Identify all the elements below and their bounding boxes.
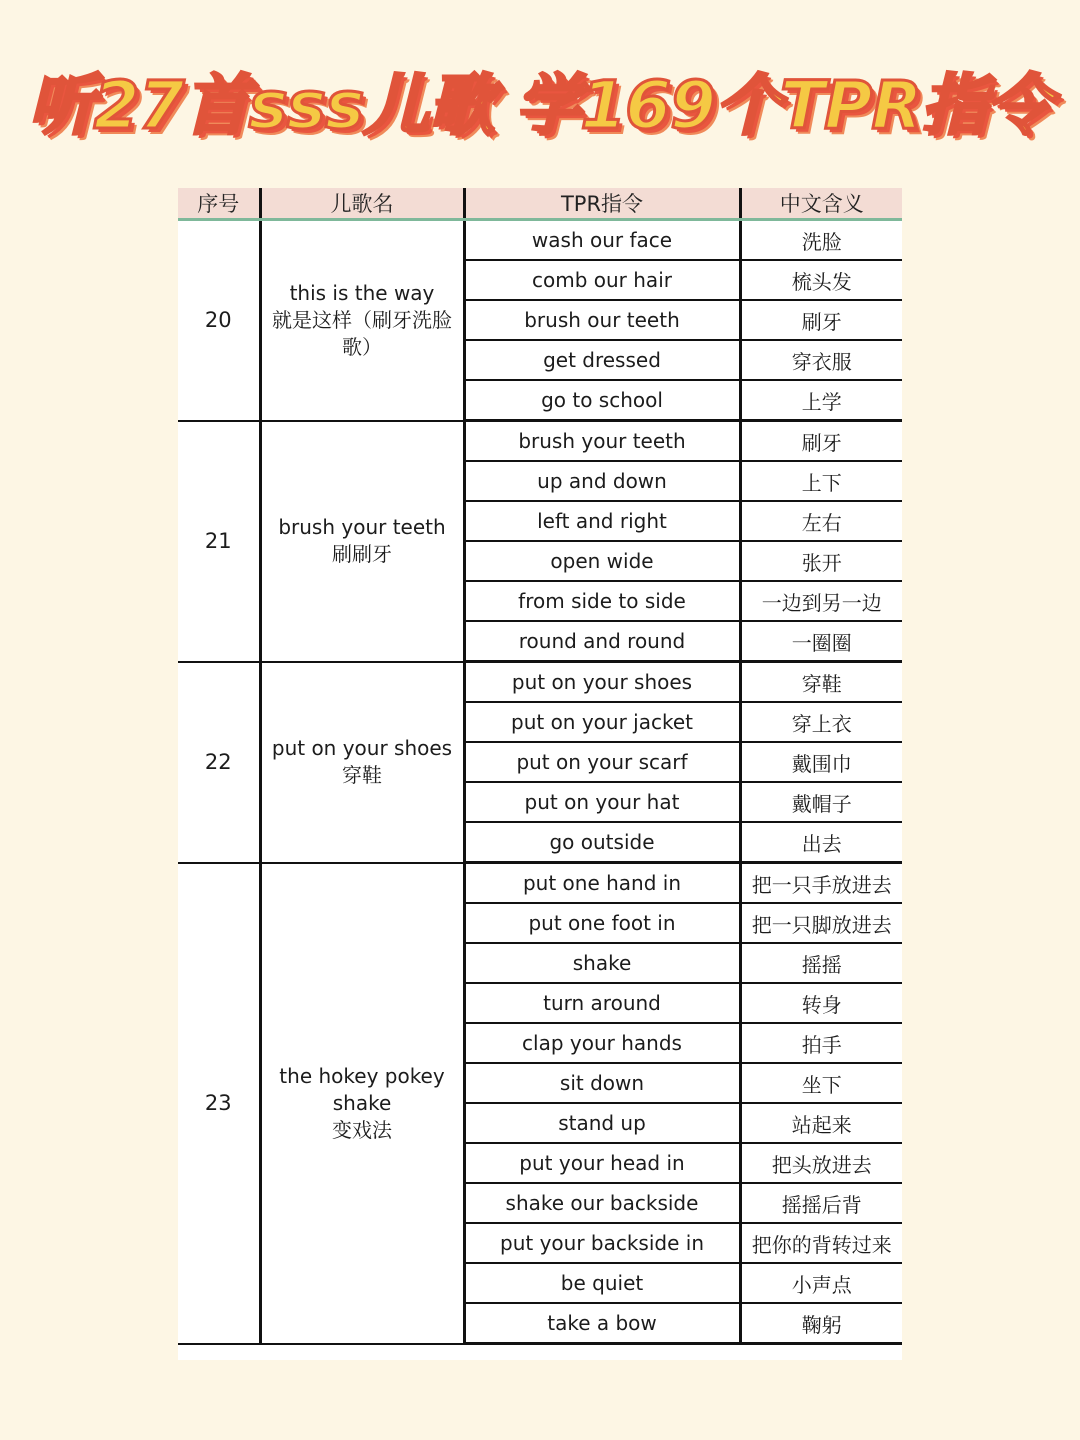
chinese-meaning: 出去 — [740, 822, 902, 863]
song-name-line: shake — [332, 1090, 392, 1115]
song-name-line: the hokey pokey — [279, 1063, 445, 1088]
table-body — [178, 220, 902, 1344]
chinese-meaning: 把你的背转过来 — [740, 1223, 902, 1263]
song-name-line: 穿鞋 — [342, 763, 382, 787]
tpr-command: take a bow — [464, 1303, 740, 1344]
tpr-command: clap your hands — [464, 1023, 740, 1063]
row-number: 22 — [178, 662, 260, 863]
tpr-command: shake our backside — [464, 1183, 740, 1223]
chinese-meaning: 一圈圈 — [740, 621, 902, 662]
tpr-command: put your backside in — [464, 1223, 740, 1263]
chinese-meaning: 把头放进去 — [740, 1143, 902, 1183]
tpr-command: go to school — [464, 380, 740, 421]
chinese-meaning: 穿衣服 — [740, 340, 902, 380]
tpr-command: wash our face — [464, 220, 740, 261]
tpr-command: turn around — [464, 983, 740, 1023]
tpr-command: put on your hat — [464, 782, 740, 822]
song-name-line: 变戏法 — [332, 1117, 392, 1142]
chinese-meaning: 摇摇后背 — [740, 1183, 902, 1223]
song-name — [260, 220, 464, 421]
chinese-meaning: 把一只手放进去 — [740, 863, 902, 904]
page-title: 听27首sss儿歌 学169个TPR指令 — [28, 67, 1052, 144]
header-command: TPR指令 — [464, 188, 740, 220]
row-number: 21 — [178, 421, 260, 662]
header-song: 儿歌名 — [260, 188, 464, 220]
tpr-command: open wide — [464, 541, 740, 581]
chinese-meaning: 上学 — [740, 380, 902, 421]
song-name-line: 歌） — [342, 334, 382, 359]
chinese-meaning: 小声点 — [740, 1263, 902, 1303]
chinese-meaning: 刷牙 — [740, 421, 902, 462]
song-name-line: 就是这样（刷牙洗脸 — [272, 307, 452, 332]
song-name — [260, 863, 464, 1344]
tpr-command: put on your scarf — [464, 742, 740, 782]
header-meaning: 中文含义 — [740, 188, 902, 220]
chinese-meaning: 穿鞋 — [740, 662, 902, 703]
tpr-command: put on your jacket — [464, 702, 740, 742]
chinese-meaning: 把一只脚放进去 — [740, 903, 902, 943]
chinese-meaning: 张开 — [740, 541, 902, 581]
chinese-meaning: 左右 — [740, 501, 902, 541]
tpr-command: comb our hair — [464, 260, 740, 300]
tpr-command: brush your teeth — [464, 421, 740, 462]
chinese-meaning: 一边到另一边 — [740, 581, 902, 621]
chinese-meaning: 戴帽子 — [740, 782, 902, 822]
tpr-command: put one hand in — [464, 863, 740, 904]
tpr-command: round and round — [464, 621, 740, 662]
tpr-command: be quiet — [464, 1263, 740, 1303]
header-number: 序号 — [178, 188, 260, 220]
chinese-meaning: 刷牙 — [740, 300, 902, 340]
tpr-command: put one foot in — [464, 903, 740, 943]
tpr-command: put your head in — [464, 1143, 740, 1183]
tpr-command: sit down — [464, 1063, 740, 1103]
song-name-line: 刷刷牙 — [332, 542, 392, 566]
chinese-meaning: 洗脸 — [740, 220, 902, 261]
tpr-command: get dressed — [464, 340, 740, 380]
row-number: 23 — [178, 863, 260, 1344]
tpr-command: up and down — [464, 461, 740, 501]
table-row — [178, 220, 902, 261]
tpr-command: from side to side — [464, 581, 740, 621]
tpr-command: stand up — [464, 1103, 740, 1143]
song-name — [260, 662, 464, 863]
tpr-command: left and right — [464, 501, 740, 541]
chinese-meaning: 坐下 — [740, 1063, 902, 1103]
row-number: 20 — [178, 220, 260, 421]
tpr-command: brush our teeth — [464, 300, 740, 340]
table-row — [178, 662, 902, 703]
table-header-row — [178, 188, 902, 220]
chinese-meaning: 梳头发 — [740, 260, 902, 300]
song-name — [260, 421, 464, 662]
tpr-command: put on your shoes — [464, 662, 740, 703]
chinese-meaning: 拍手 — [740, 1023, 902, 1063]
tpr-command: shake — [464, 943, 740, 983]
chinese-meaning: 上下 — [740, 461, 902, 501]
tpr-command: go outside — [464, 822, 740, 863]
chinese-meaning: 站起来 — [740, 1103, 902, 1143]
table-row — [178, 863, 902, 904]
chinese-meaning: 鞠躬 — [740, 1303, 902, 1344]
song-name-line: put on your shoes — [271, 736, 453, 760]
tpr-table-sheet — [178, 188, 902, 1360]
song-name-line: brush your teeth — [278, 515, 446, 539]
chinese-meaning: 转身 — [740, 983, 902, 1023]
table-row — [178, 421, 902, 462]
chinese-meaning: 戴围巾 — [740, 742, 902, 782]
chinese-meaning: 摇摇 — [740, 943, 902, 983]
chinese-meaning: 穿上衣 — [740, 702, 902, 742]
tpr-table — [178, 188, 902, 1345]
song-name-line: this is the way — [289, 280, 435, 305]
